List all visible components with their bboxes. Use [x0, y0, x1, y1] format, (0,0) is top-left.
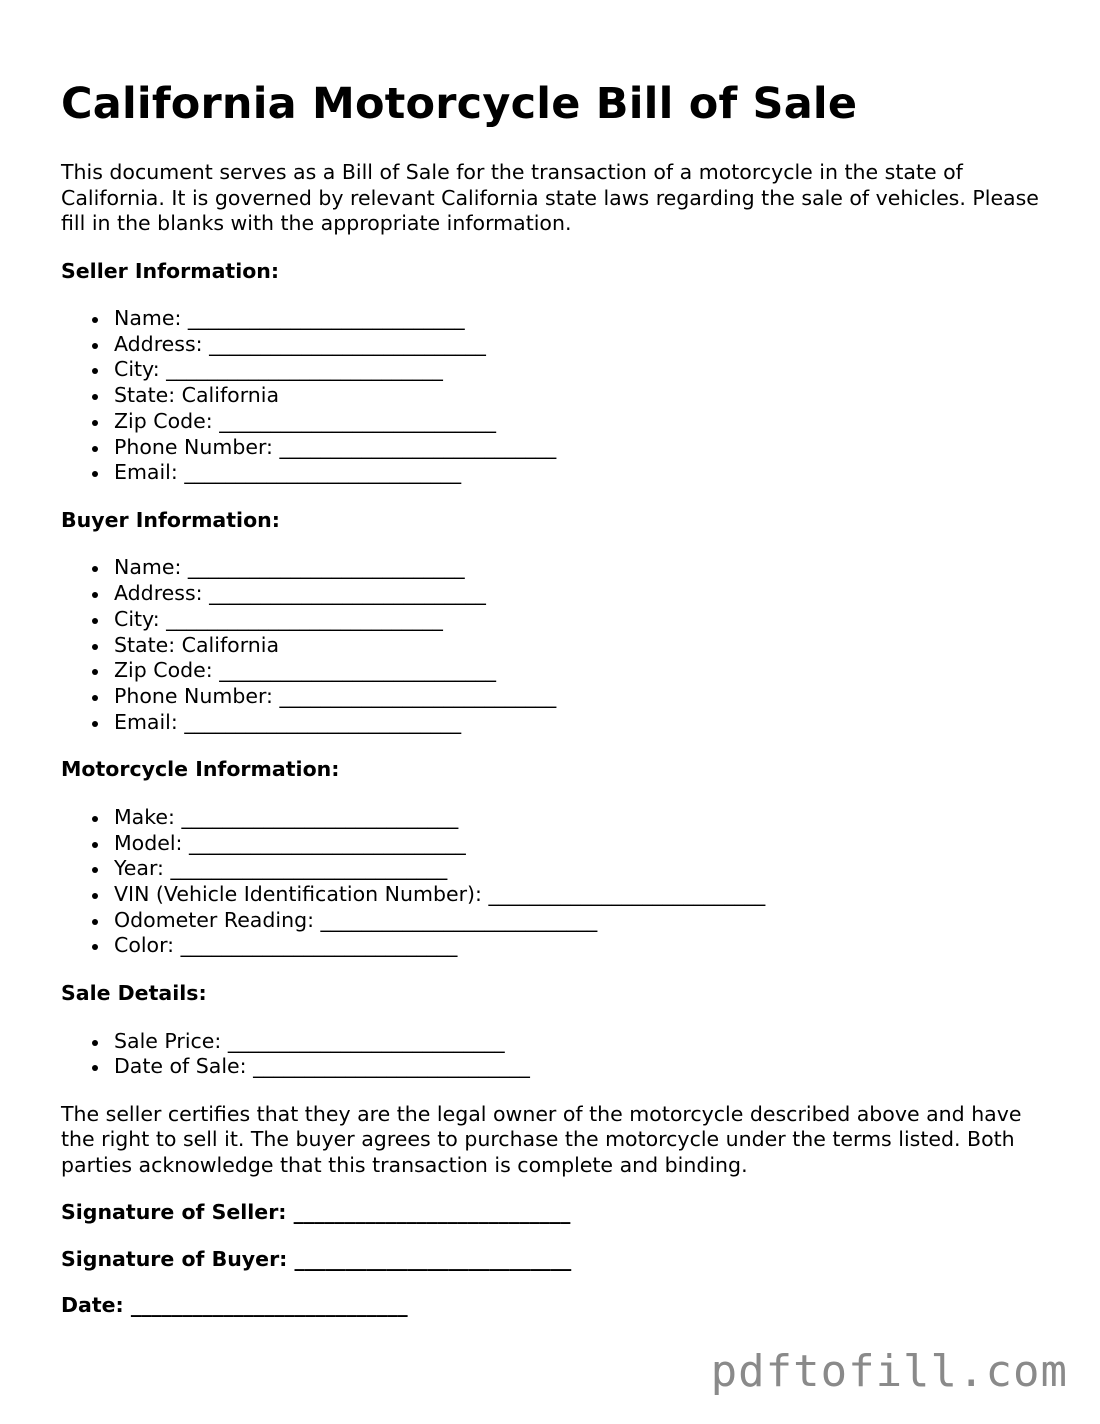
document-title: California Motorcycle Bill of Sale	[61, 79, 858, 129]
closing-paragraph: The seller certifies that they are the legal owner of the motorcycle described above and have the right to sell it. The buyer agrees to purchase the motorcycle under the terms listed. Both parties acknowledge that this transaction is complete and binding.	[61, 1101, 1022, 1177]
buyer-zip-field[interactable]: Zip Code: ___________________________	[114, 658, 1041, 684]
buyer-name-field[interactable]: Name: ___________________________	[114, 555, 1041, 581]
intro-paragraph: This document serves as a Bill of Sale for the transaction of a motorcycle in the state of California. It is governed by relevant California state laws regarding the sale of vehicles. Please fill in the blanks with the appropriate information.	[61, 160, 1039, 235]
blank-line[interactable]: ___________________________	[180, 933, 458, 958]
buyer-phone-field[interactable]: Phone Number: ___________________________	[114, 684, 1041, 710]
seller-field-list	[61, 306, 1041, 486]
watermark: pdftofill.com	[710, 1346, 1068, 1397]
blank-line[interactable]: ___________________________	[279, 683, 557, 708]
motorcycle-vin-field[interactable]: VIN (Vehicle Identification Number): ___________________________	[114, 882, 1041, 908]
buyer-signature-line[interactable]: Signature of Buyer: ___________________________	[61, 1246, 572, 1271]
seller-email-field[interactable]: Email: ___________________________	[114, 460, 1041, 486]
blank-line[interactable]: ___________________________	[166, 606, 443, 631]
blank-line[interactable]: ___________________________	[181, 804, 459, 829]
blank-line[interactable]: ___________________________	[294, 1246, 572, 1271]
blank-line[interactable]: ___________________________	[187, 306, 465, 330]
buyer-email-field[interactable]: Email: ___________________________	[114, 710, 1041, 736]
blank-line[interactable]: ___________________________	[279, 434, 557, 459]
seller-signature-line[interactable]: Signature of Seller: ___________________________	[61, 1200, 571, 1225]
motorcycle-color-field[interactable]: Color: ___________________________	[114, 933, 1041, 959]
motorcycle-year-field[interactable]: Year: ___________________________	[114, 856, 1041, 882]
blank-line[interactable]: ___________________________	[488, 881, 766, 906]
buyer-section-heading: Buyer Information:	[61, 507, 280, 532]
buyer-address-field[interactable]: Address: ___________________________	[114, 581, 1041, 607]
seller-phone-field[interactable]: Phone Number: ___________________________	[114, 435, 1041, 461]
sale-price-field[interactable]: Sale Price: ___________________________	[114, 1029, 1041, 1055]
seller-zip-field[interactable]: Zip Code: ___________________________	[114, 409, 1041, 435]
blank-line[interactable]: ___________________________	[184, 709, 462, 734]
blank-line[interactable]: ___________________________	[130, 1293, 408, 1318]
motorcycle-make-field[interactable]: Make: ___________________________	[114, 805, 1041, 831]
sale-date-field[interactable]: Date of Sale: ___________________________	[114, 1054, 1041, 1080]
motorcycle-section-heading: Motorcycle Information:	[61, 757, 340, 782]
buyer-city-field[interactable]: City: ___________________________	[114, 607, 1041, 633]
signature-date-line[interactable]: Date: ___________________________	[61, 1293, 408, 1318]
sale-field-list	[61, 1029, 1041, 1080]
blank-line[interactable]: ___________________________	[170, 856, 448, 881]
seller-city-field[interactable]: City: ___________________________	[114, 357, 1041, 383]
blank-line[interactable]: ___________________________	[253, 1054, 530, 1079]
blank-line[interactable]: ___________________________	[227, 1028, 505, 1053]
seller-state-field: State: California	[114, 383, 1041, 409]
blank-line[interactable]: ___________________________	[219, 408, 496, 433]
blank-line[interactable]: ___________________________	[293, 1200, 571, 1225]
blank-line[interactable]: ___________________________	[320, 907, 598, 932]
seller-name-field[interactable]: Name: ___________________________	[114, 306, 1041, 332]
buyer-state-field: State: California	[114, 633, 1041, 659]
sale-section-heading: Sale Details:	[61, 981, 207, 1006]
blank-line[interactable]: ___________________________	[209, 331, 486, 356]
blank-line[interactable]: ___________________________	[184, 460, 462, 485]
buyer-field-list	[61, 555, 1041, 735]
motorcycle-model-field[interactable]: Model: ___________________________	[114, 831, 1041, 857]
blank-line[interactable]: ___________________________	[189, 830, 466, 855]
blank-line[interactable]: ___________________________	[166, 357, 443, 382]
document-page	[61, 78, 1041, 1340]
seller-section-heading: Seller Information:	[61, 258, 280, 283]
blank-line[interactable]: ___________________________	[187, 555, 465, 580]
seller-address-field[interactable]: Address: ___________________________	[114, 332, 1041, 358]
motorcycle-field-list	[61, 805, 1041, 959]
blank-line[interactable]: ___________________________	[209, 581, 486, 606]
motorcycle-odometer-field[interactable]: Odometer Reading: ___________________________	[114, 908, 1041, 934]
blank-line[interactable]: ___________________________	[219, 658, 496, 683]
